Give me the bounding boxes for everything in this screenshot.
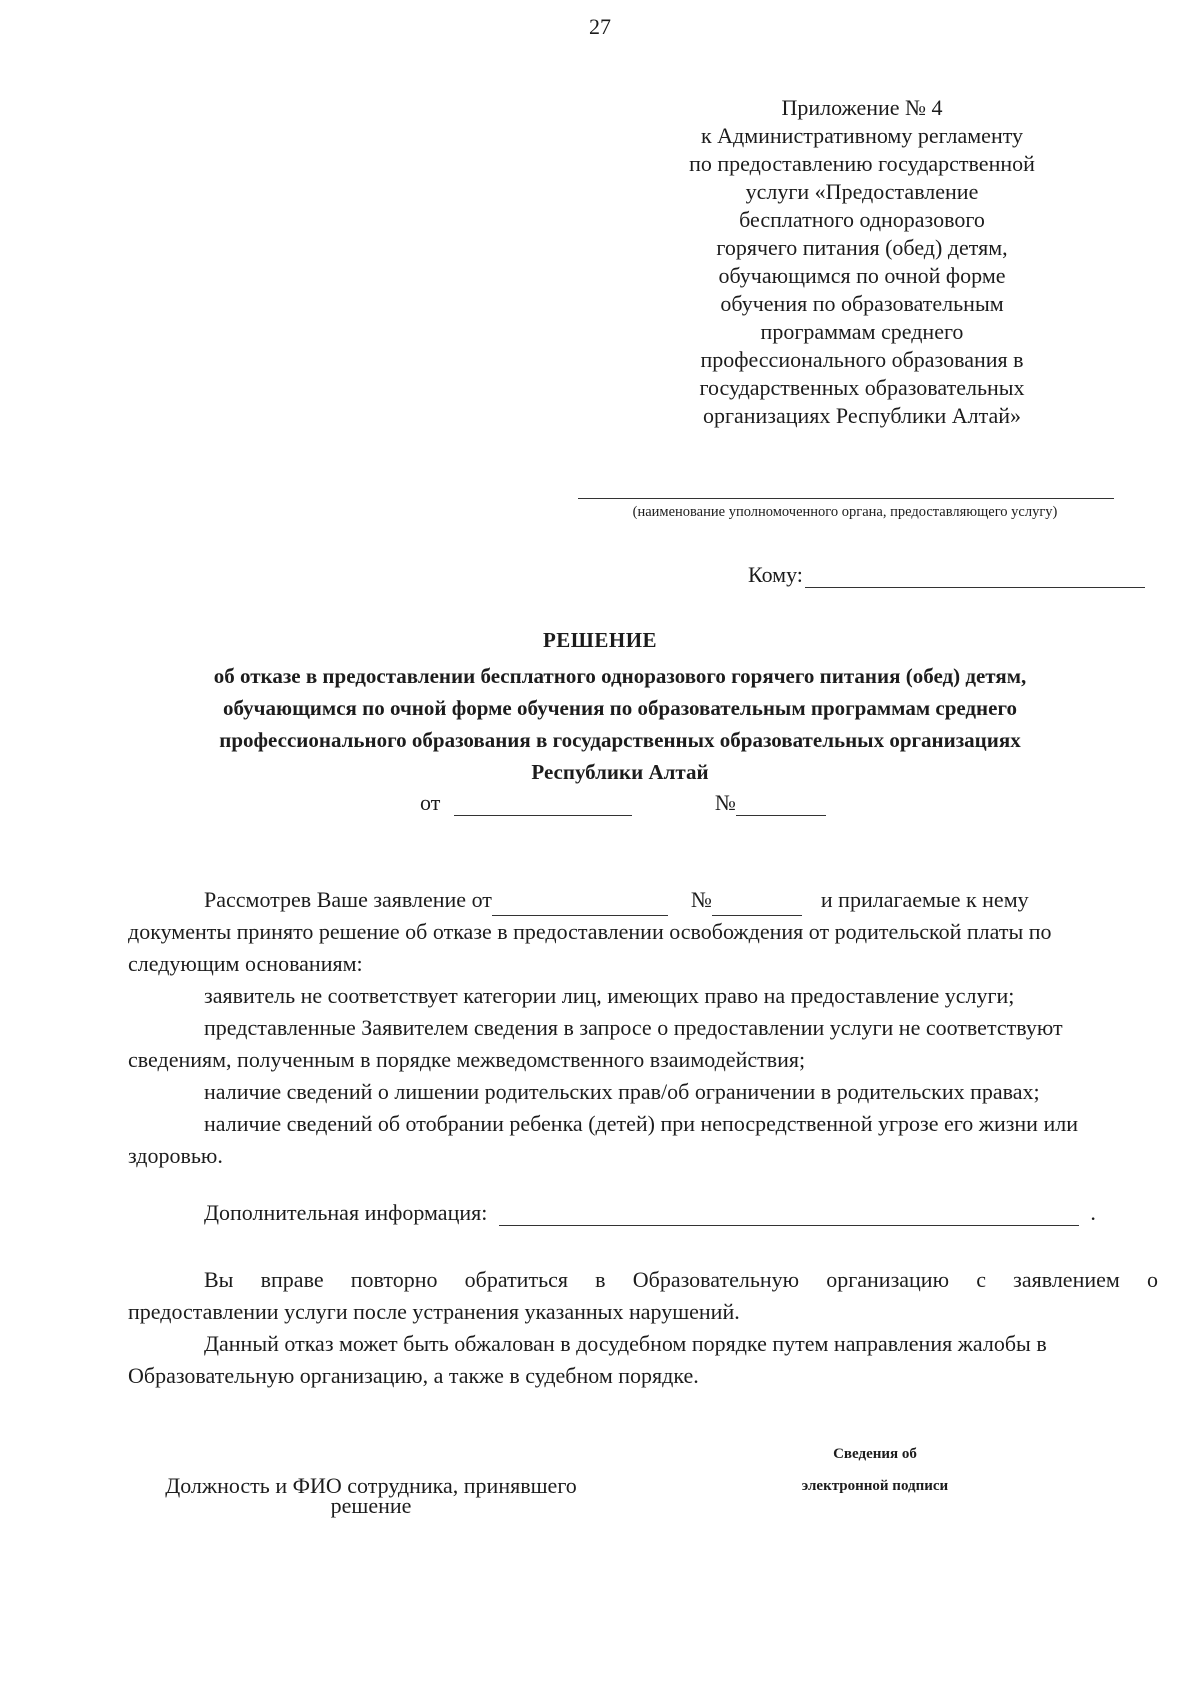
appendix-line: профессионального образования в [700,347,1024,372]
appendix-line: горячего питания (обед) детям, [716,235,1008,260]
reason-line: здоровью. [128,1143,223,1168]
subtitle-line: Республики Алтай [531,760,709,784]
appendix-line: государственных образовательных [699,375,1025,400]
reapply-line: предоставлении услуги после устранения указанных нарушений. [128,1299,740,1324]
number-label: № [714,790,736,815]
appendix-line: обучающимся по очной форме [718,263,1006,288]
recipient-blank-line [805,567,1145,588]
reason-line: представленные Заявителем сведения в запросе о предоставлении услуги не соответствуют [204,1015,1063,1040]
intro-line: следующим основаниям: [128,951,363,976]
decision-body [128,884,1158,1172]
additional-info-label: Дополнительная информация: [204,1200,488,1225]
appendix-line: к Административному регламенту [700,123,1024,148]
official-position-name [136,1473,606,1518]
page-number: 27 [589,14,611,39]
reason-line: наличие сведений о лишении родительских прав/об ограничении в родительских правах; [204,1079,1040,1104]
intro-text: Рассмотрев Ваше заявление от [204,887,492,912]
position-line: решение [330,1493,412,1518]
additional-info [204,1200,1096,1226]
esign-line: Сведения об [833,1446,917,1462]
authority-caption: (наименование уполномоченного органа, предоставляющего услугу) [632,504,1058,520]
additional-info-blank-line [499,1205,1079,1226]
decision-subtitle [120,660,1120,788]
recipient-field [748,562,1145,588]
position-line: Должность и ФИО сотрудника, принявшего [165,1473,577,1498]
appendix-header [662,94,1062,430]
appendix-line: бесплатного одноразового [739,207,985,232]
application-date-blank [492,895,668,916]
appendix-line: программам среднего [760,319,964,344]
application-number-blank [712,895,802,916]
reapply-paragraph [128,1264,1158,1328]
decision-date-number [420,790,826,816]
intro-text-end: и прилагаемые к нему [820,887,1029,912]
electronic-signature-info [760,1438,990,1502]
esign-line: электронной подписи [801,1478,949,1494]
reapply-line: Вы вправе повторно обратиться в Образовательную организацию с заявлением о [204,1267,1158,1292]
additional-info-period: . [1090,1200,1096,1225]
intro-line: документы принято решение об отказе в предоставлении освобождения от родительской платы по [128,919,1052,944]
subtitle-line: об отказе в предоставлении бесплатного одноразового горячего питания (обед) детям, [213,664,1027,688]
reason-line: сведениям, полученным в порядке межведомственного взаимодействия; [128,1047,806,1072]
date-label: от [420,790,441,815]
appendix-line: по предоставлению государственной [689,151,1035,176]
authority-blank-line [578,498,1114,499]
application-number-label: № [690,887,712,912]
reason-line: наличие сведений об отобрании ребенка (детей) при непосредственной угрозе его жизни или [204,1111,1078,1136]
appeal-line: Образовательную организацию, а также в судебном порядке. [128,1363,699,1388]
decision-title: РЕШЕНИЕ [542,628,658,652]
appendix-line: обучения по образовательным [720,291,1004,316]
appeal-line: Данный отказ может быть обжалован в досудебном порядке путем направления жалобы в [204,1331,1047,1356]
appeal-paragraph [128,1328,1158,1392]
subtitle-line: профессионального образования в государственных образовательных организациях [219,728,1021,752]
reason-line: заявитель не соответствует категории лиц, имеющих право на предоставление услуги; [204,983,1015,1008]
intro-line [128,884,1158,916]
appendix-line: услуги «Предоставление [745,179,979,204]
number-blank-line [736,795,826,816]
appendix-line: Приложение № 4 [781,95,943,120]
date-blank-line [454,795,632,816]
appendix-line: организациях Республики Алтай» [702,403,1022,428]
subtitle-line: обучающимся по очной форме обучения по образовательным программам среднего [222,696,1017,720]
recipient-label: Кому: [748,562,803,587]
